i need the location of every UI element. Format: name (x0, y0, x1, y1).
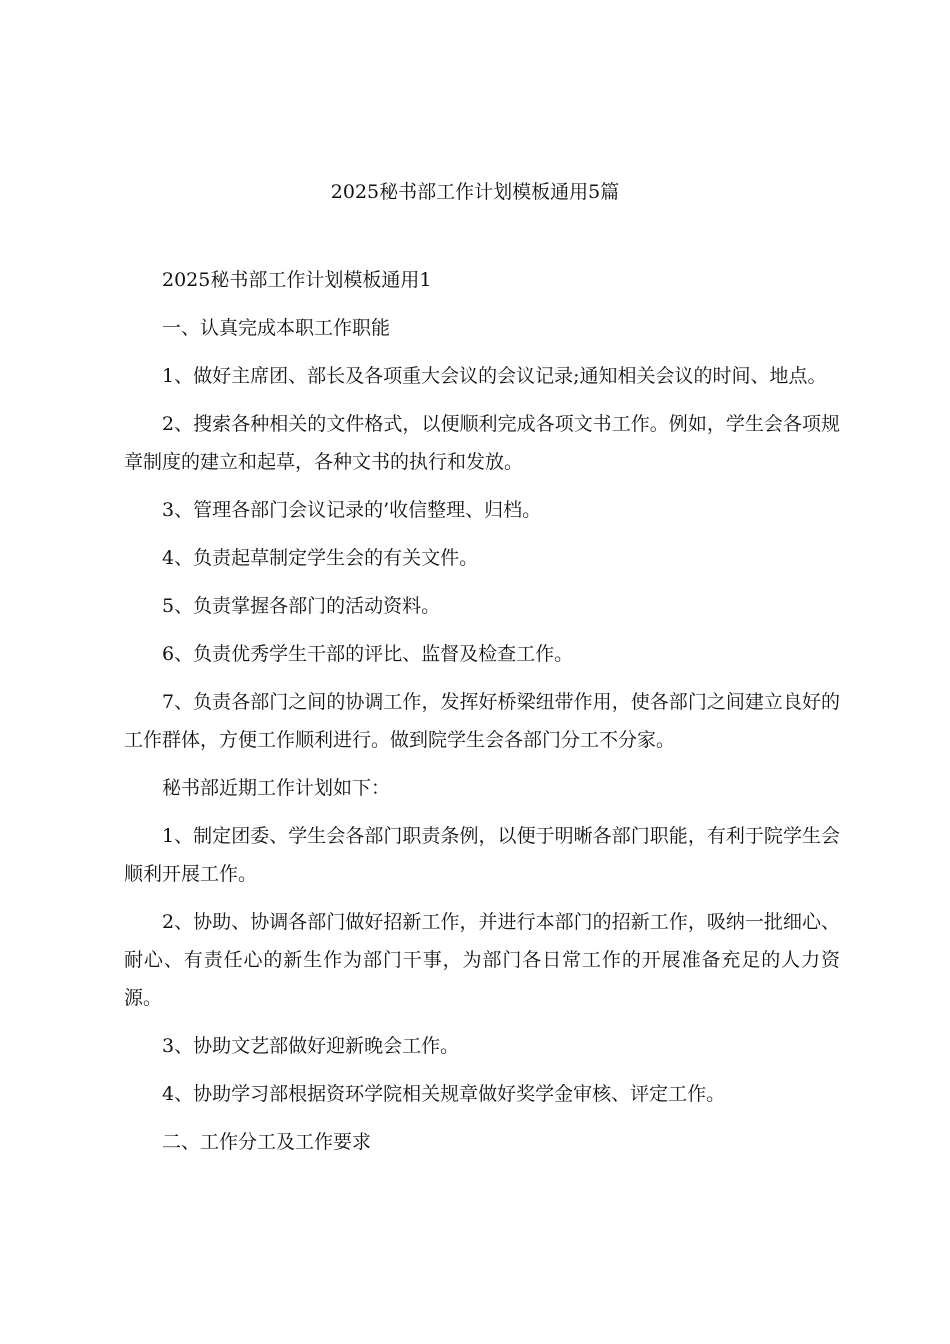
document-body (124, 261, 840, 1171)
paragraph: 2、搜索各种相关的文件格式，以便顺利完成各项文书工作。例如，学生会各项规章制度的建立和起草，各种文书的执行和发放。 (124, 413, 840, 473)
paragraph: 秘书部近期工作计划如下： (162, 777, 391, 799)
document-title: 2025秘书部工作计划模板通用5篇 (330, 181, 620, 203)
subsection-heading: 二、工作分工及工作要求 (162, 1131, 372, 1153)
paragraph: 1、制定团委、学生会各部门职责条例，以便于明晰各部门职能，有利于院学生会顺利开展工作。 (124, 825, 840, 885)
paragraph: 3、管理各部门会议记录的’收信整理、归档。 (162, 499, 542, 521)
subsection-heading: 一、认真完成本职工作职能 (162, 317, 391, 339)
paragraph: 2、协助、协调各部门做好招新工作，并进行本部门的招新工作，吸纳一批细心、耐心、有责任心的新生作为部门干事，为部门各日常工作的开展准备充足的人力资源。 (124, 911, 840, 1009)
paragraph: 7、负责各部门之间的协调工作，发挥好桥梁纽带作用，使各部门之间建立良好的工作群体，方便工作顺利进行。做到院学生会各部门分工不分家。 (124, 691, 840, 751)
paragraph: 4、负责起草制定学生会的有关文件。 (162, 547, 479, 569)
section-heading: 2025秘书部工作计划模板通用1 (162, 269, 432, 291)
paragraph: 4、协助学习部根据资环学院相关规章做好奖学金审核、评定工作。 (162, 1083, 726, 1105)
paragraph: 5、负责掌握各部门的活动资料。 (162, 595, 441, 617)
paragraph: 1、做好主席团、部长及各项重大会议的会议记录;通知相关会议的时间、地点。 (162, 365, 827, 387)
paragraph: 3、协助文艺部做好迎新晚会工作。 (162, 1035, 460, 1057)
paragraph: 6、负责优秀学生干部的评比、监督及检查工作。 (162, 643, 574, 665)
